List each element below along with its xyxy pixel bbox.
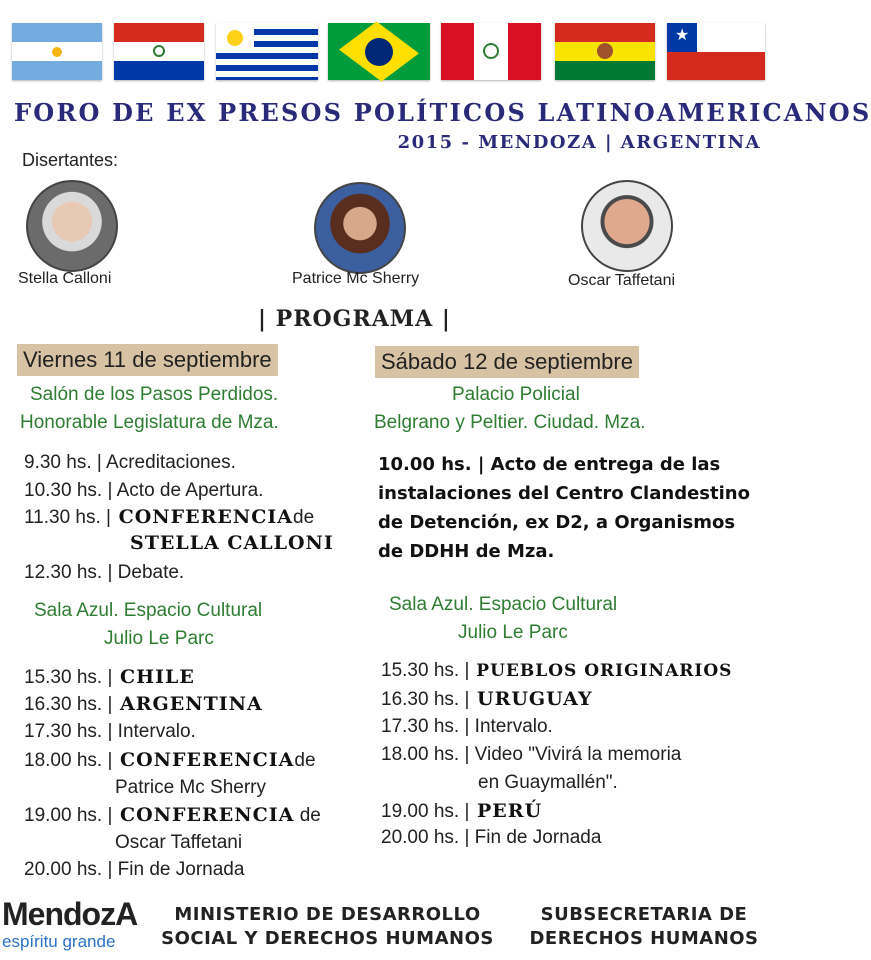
saturday-header: Sábado 12 de septiembre (375, 346, 639, 378)
speaker-name: Stella Calloni (18, 270, 112, 287)
friday-venue-line2: Honorable Legislatura de Mza. (20, 412, 279, 433)
saturday-row: 19.00 hs. | PERÚ (381, 800, 543, 822)
mendoza-logo (0, 896, 140, 956)
friday-row: 11.30 hs. | CONFERENCIAde (24, 506, 315, 528)
saturday-row: 18.00 hs. | Video "Vivirá la memoria (381, 744, 682, 765)
avatar-patrice-mc-sherry (314, 182, 406, 274)
friday-row-cont: STELLA CALLONI (130, 532, 334, 554)
speaker-name: Oscar Taffetani (568, 272, 676, 289)
programa-heading: | PROGRAMA | (258, 306, 451, 332)
flag-brasil-icon (328, 23, 430, 80)
friday-row-cont: Oscar Taffetani (115, 832, 243, 853)
mendoza-logo-tagline: espíritu grande (2, 932, 116, 951)
friday-row: 15.30 hs. | CHILE (24, 666, 195, 688)
mendoza-logo-text: MendozA (2, 896, 138, 932)
friday-venue-line1: Salón de los Pasos Perdidos. (30, 384, 279, 405)
friday-row: 18.00 hs. | CONFERENCIAde (24, 749, 316, 771)
flag-chile-icon: ★ (667, 23, 765, 80)
saturday-row: 17.30 hs. | Intervalo. (381, 716, 553, 737)
saturday-venue2-line1: Sala Azul. Espacio Cultural (389, 594, 618, 615)
flag-paraguay-icon (114, 23, 204, 80)
ministry-name: MINISTERIO DE DESARROLLO SOCIAL Y DERECHOS HUMANOS (161, 904, 494, 949)
subsecretaria-name: SUBSECRETARIA DE DERECHOS HUMANOS (529, 904, 759, 949)
friday-row: 12.30 hs. | Debate. (24, 562, 185, 583)
avatar-oscar-taffetani (581, 180, 673, 272)
saturday-main-event: 10.00 hs. | Acto de entrega de las instalaciones del Centro Clandestino de Detención, ex D2, a Organismos de DDHH de Mza. (378, 454, 750, 562)
speakers-label: Disertantes: (22, 150, 119, 170)
saturday-row-cont: en Guaymallén". (478, 772, 618, 793)
saturday-venue-line1: Palacio Policial (452, 384, 580, 405)
friday-row: 19.00 hs. | CONFERENCIA de (24, 804, 321, 826)
saturday-row: 20.00 hs. | Fin de Jornada (381, 827, 602, 848)
friday-row: 16.30 hs. | ARGENTINA (24, 693, 263, 715)
friday-row: 10.30 hs. | Acto de Apertura. (24, 480, 264, 501)
friday-venue2-line2: Julio Le Parc (104, 628, 214, 649)
avatar-stella-calloni (26, 180, 118, 272)
friday-row: 20.00 hs. | Fin de Jornada (24, 859, 245, 880)
friday-row-cont: Patrice Mc Sherry (115, 777, 266, 798)
event-title: FORO DE EX PRESOS POLÍTICOS LATINOAMERICANOS (14, 98, 871, 127)
friday-venue2-line1: Sala Azul. Espacio Cultural (34, 600, 263, 621)
saturday-venue-line2: Belgrano y Peltier. Ciudad. Mza. (374, 412, 646, 433)
event-subtitle: 2015 - MENDOZA | ARGENTINA (397, 132, 761, 153)
friday-row: 9.30 hs. | Acreditaciones. (24, 452, 236, 473)
friday-row: 17.30 hs. | Intervalo. (24, 721, 196, 742)
saturday-row: 15.30 hs. | PUEBLOS ORIGINARIOS (381, 660, 733, 681)
flag-peru-icon (441, 23, 541, 80)
saturday-row: 16.30 hs. | URUGUAY (381, 688, 593, 710)
speaker-name: Patrice Mc Sherry (292, 270, 420, 287)
saturday-venue2-line2: Julio Le Parc (458, 622, 568, 643)
friday-header: Viernes 11 de septiembre (17, 344, 278, 376)
flag-uruguay-icon (216, 23, 318, 80)
flag-bolivia-icon (555, 23, 655, 80)
flag-argentina-icon (12, 23, 102, 80)
